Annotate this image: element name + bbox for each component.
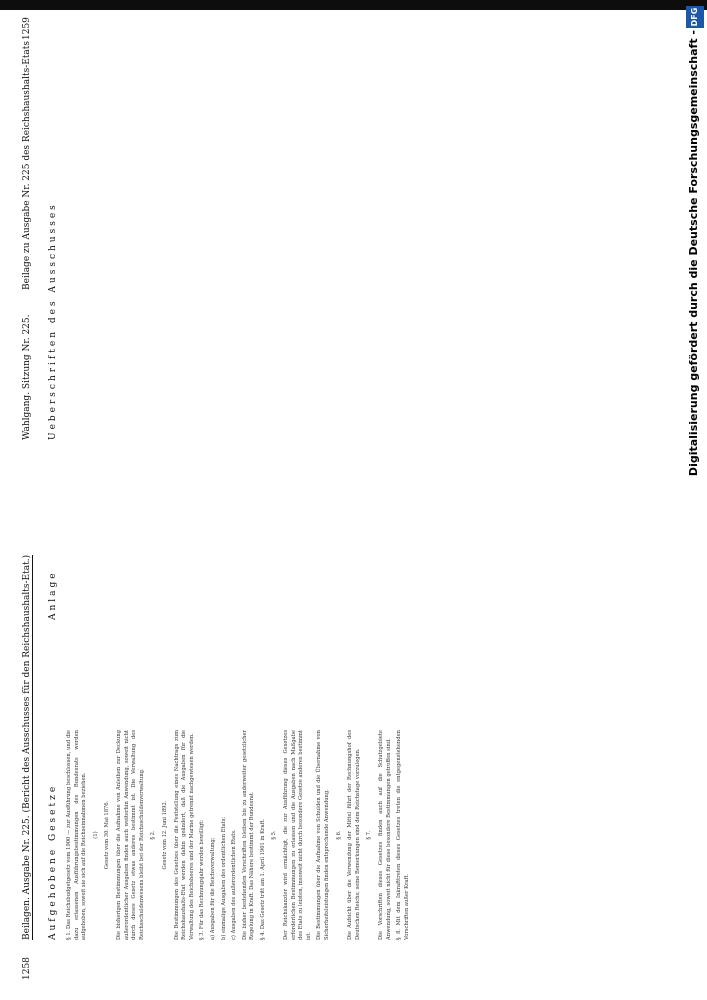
paragraph: § 4. Das Gesetz tritt am 1. April 1901 in Kraft. [259,818,266,940]
page-number-left: 1258 [22,957,32,980]
section-heading: Gesetz vom 30. Mai 1876. [104,800,111,870]
dfg-logo-text: DFG [690,7,699,27]
subheader-left: Aufgehobene Gesetze [48,783,58,940]
page-number-right: 1259 [22,17,32,40]
subheader-center: Anlage [48,570,58,620]
paragraph: Die Vorschriften dieses Gesetzes finden auch auf die Schutzgebiete Anwendung, soweit nicht für diese besondere Bestimmungen getroffen sind. [378,730,392,940]
section-mark: § 2. [150,830,157,840]
header-title-mid: Wahlgang. Sitzung Nr. 225. [22,314,32,440]
subheader-right: Ueberschriften des Ausschusses [48,202,58,440]
section-mark: (1) [92,831,99,839]
paragraph: Der Reichskanzler wird ermächtigt, die zur Ausführung dieses Gesetzes erforderlichen Bestimmungen zu erlassen und die Ausgaben nach Maßgabe des Etats zu leisten, insoweit nicht durch besondere Gesetze anderes bestimmt ist. [283,730,312,940]
list-item: a) Ausgaben für die Reichsverwaltung; [209,837,216,940]
paragraph: § 8. Mit dem Inkrafttreten dieses Gesetzes treten die entgegenstehenden Vorschriften außer Kraft. [396,730,410,940]
header-title-left: Beilagen. Ausgabe Nr. 225. (Bericht des Ausschusses für den Reichshaushalts-Etat.) [22,554,32,940]
paragraph: Die Bestimmungen des Gesetzes über die Feststellung eines Nachtrags zum Reichshaushalts-Etat werden dahin geändert, daß die Ausgaben für die Verwaltung des Reichsheeres und der Marine getrennt nachgewiesen werden. [173,730,195,940]
text-column [66,730,414,940]
list-item: b) einmalige Ausgaben des ordentlichen Etats; [220,816,227,940]
paragraph: Die bisherigen Bestimmungen über die Aufnahme von Anleihen zur Deckung außerordentlicher Ausgaben finden auch weiterhin Anwendung, soweit nicht durch dieses Gesetz etwas anderes bestimmt ist. Die Verwaltung des Reichsschuldenwesens bleibt bei der Reichsschuldenverwaltung. [115,730,145,940]
list-item: c) Ausgaben des außerordentlichen Etats. [231,829,238,940]
paragraph: § 1. Das Reichsbudgetgesetz vom 1900 — zur Ausführung beschlossen, und die dazu erlassenen Ausführungsbestimmungen des Bundesrats werden aufgehoben, soweit sie sich auf die Reichseinnahmen beziehen. [66,730,88,940]
section-mark: § 5. [271,830,278,840]
paragraph: Die bisher bestehenden Vorschriften bleiben bis zu anderweiter gesetzlicher Regelung in Kraft. Das Nähere bestimmt der Bundesrat. [241,730,256,940]
paragraph: Die Aufsicht über die Verwendung der Mittel führt der Rechnungshof des Deutschen Reichs; seine Bemerkungen sind dem Reichstage vorzulegen. [347,730,361,940]
header-title-right: Beilage zu Ausgabe Nr. 225 des Reichshaushalts-Etats [22,40,32,290]
running-header [22,0,38,1000]
section-mark: § 7. [366,830,373,840]
dfg-logo-badge [686,6,704,28]
section-heading: Gesetz vom 12. Juni 1892. [161,800,168,870]
paragraph: § 3. Für das Rechnungsjahr werden bewilligt: [199,819,206,940]
paragraph: Die Bestimmungen über die Aufnahme von Schulden und die Übernahme von Sicherheitsleistungen finden entsprechende Anwendung. [316,730,331,940]
funding-notice-text: Digitalisierung gefördert durch die Deutsche Forschungsgemeinschaft - [687,30,700,477]
section-mark: § 6. [335,830,342,840]
funding-notice [684,30,704,810]
